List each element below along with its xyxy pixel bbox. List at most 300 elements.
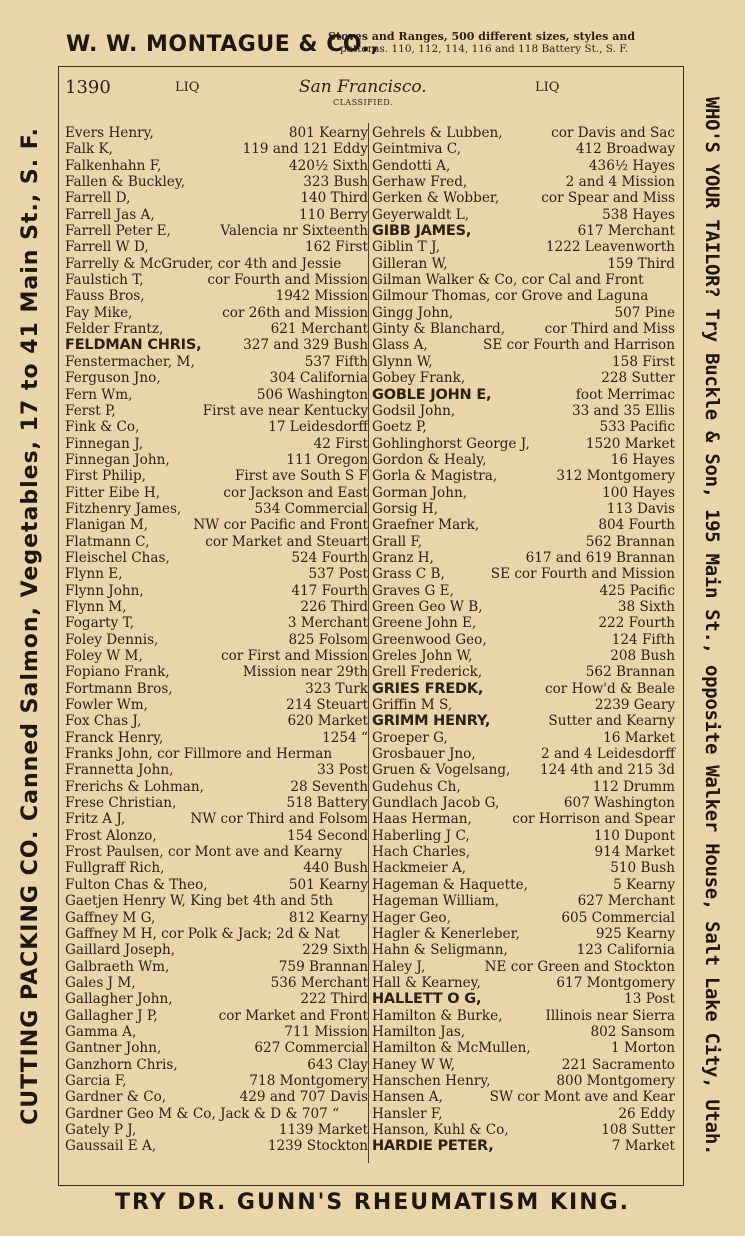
listing-entry [372,811,675,827]
listing-entry [372,1024,675,1040]
listing-address: SW cor Mont ave and Kear [489,1089,675,1106]
listing-entry [372,1089,675,1105]
listing-entry [372,321,675,337]
listing-entry [372,844,675,860]
listing-name: Farrell D, [65,190,131,207]
listing-entry [65,910,368,926]
listing-address: 304 California [269,370,368,387]
listing-address: 759 Brannan [278,958,368,975]
listing-name: Finnegan J, [65,435,144,452]
listing-address: cor First and Mission [220,648,368,664]
listing-name: Gorman John, [372,484,468,501]
listing-entry [65,730,368,746]
listing-entry [372,664,675,680]
listing-address: cor How'd & Beale [544,680,675,697]
listing-name: Gardner Geo M & Co, Jack & D & 707 “ [65,1105,340,1122]
listing-name: Fay Mike, [65,304,133,321]
listing-entry [65,959,368,975]
listing-address: 533 Pacific [599,419,675,436]
listing-entry [372,730,675,746]
listing-entry [65,844,368,860]
listing-entry [65,207,368,223]
listing-entry [372,566,675,582]
listing-name: Griffin M S, [372,697,453,714]
listing-name: Gordon & Healy, [372,451,487,468]
listing-name: Groeper G, [372,729,448,746]
listing-entry [372,828,675,844]
listing-address: 140 Third [300,190,368,207]
listing-address: 627 Commercial [254,1040,368,1057]
listing-entry [372,223,675,239]
listing-address: 506 Washington [256,386,368,403]
listing-entry [372,926,675,942]
listing-address: 124 4th and 215 3d [540,762,675,779]
listing-entry [372,517,675,533]
listing-address: 718 Montgomery [249,1072,368,1089]
listing-entry [372,681,675,697]
left-margin-advertisement [8,66,54,1186]
top-ad-brand: W. W. MONTAGUE & CO., [66,32,380,57]
listing-address: 5 Kearny [613,876,675,893]
listing-address: 537 Fifth [304,353,368,370]
listing-name: Ganzhorn Chris, [65,1056,178,1073]
listing-address: 33 and 35 Ellis [571,402,675,419]
listing-entry [65,256,368,272]
listing-address: SE cor Fourth and Harrison [483,337,675,354]
listing-address: cor 26th and Mission [222,304,368,321]
listing-address: 617 Merchant [577,223,675,240]
listing-entry [65,239,368,255]
listing-name: Hageman William, [372,893,500,910]
listing-name: Farrell Peter E, [65,223,171,240]
listing-name: Fopiano Frank, [65,664,170,681]
right-margin-advertisement [688,66,736,1186]
listing-columns [59,125,683,1175]
listing-address: 562 Brannan [585,533,675,550]
listing-entry [65,893,368,909]
listing-address: 510 Bush [610,860,675,877]
listing-name: Garcia F, [65,1072,127,1089]
listing-name: Fritz A J, [65,811,126,828]
listing-entry [372,632,675,648]
listing-entry [65,141,368,157]
listing-entry [65,370,368,386]
listing-address: cor Fourth and Mission [207,272,368,289]
listing-address: 16 Market [603,729,675,746]
listing-entry [372,599,675,615]
listing-name: Gerhaw Fred, [372,174,468,191]
listing-name: Gorsig H, [372,500,439,517]
listing-entry [372,436,675,452]
listing-name: FELDMAN CHRIS, [65,337,202,354]
listing-name: Fox Chas J, [65,713,142,730]
listing-address: NW cor Pacific and Front [193,517,368,534]
listing-address: 112 Drumm [592,778,675,795]
listing-address: 1239 Stockton [267,1138,368,1155]
listing-address: 1520 Market [585,435,675,452]
listing-name: Gaffney M H, cor Polk & Jack; 2d & Nat [65,925,340,942]
listing-address: 228 Sutter [601,370,675,387]
listing-address: 605 Commercial [561,909,675,926]
listing-entry [372,337,675,353]
listing-entry [65,387,368,403]
listing-name: Greene John E, [372,615,477,632]
listing-address: 607 Washington [563,795,675,812]
listing-name: Haas Herman, [372,811,472,828]
listing-name: GOBLE JOHN E, [372,386,492,403]
listing-name: Godsil John, [372,402,456,419]
listing-entry [65,550,368,566]
listing-name: Greles John W, [372,648,473,664]
listing-entry [65,615,368,631]
listing-name: Gallagher John, [65,991,173,1008]
listing-address: 214 Steuart [286,697,368,714]
listing-entry [65,452,368,468]
listing-entry [65,517,368,533]
listing-entry [372,1106,675,1122]
listing-name: Graves G E, [372,582,454,599]
listing-entry [372,207,675,223]
listing-address: 621 Merchant [270,321,368,338]
listing-entry [372,959,675,975]
listing-name: Gingg John, [372,304,454,321]
listing-address: 162 First [305,239,368,256]
listing-address: First ave near Kentucky [202,402,368,419]
listing-name: Goetz P, [372,419,427,436]
listing-entry [372,174,675,190]
listing-address: 417 Fourth [291,582,368,599]
listing-name: Gaussail E A, [65,1138,157,1155]
listing-name: Gaffney M G, [65,909,156,926]
listing-address: 222 Third [300,991,368,1008]
listing-entry [65,746,368,762]
listing-name: Franks John, cor Fillmore and Herman [65,746,333,763]
listing-entry [372,403,675,419]
listing-entry [372,550,675,566]
listing-name: Gantner John, [65,1040,162,1057]
listing-entry [65,223,368,239]
listing-entry [65,403,368,419]
listing-address: 536 Merchant [270,974,368,991]
listing-entry [65,779,368,795]
listing-address: 124 Fifth [611,631,675,648]
listing-entry [372,779,675,795]
listing-entry [65,795,368,811]
listing-entry [372,697,675,713]
listing-address: 100 Hayes [602,484,675,501]
listing-name: Flanigan M, [65,517,149,534]
listing-address: 800 Montgomery [556,1072,675,1089]
listing-address: 620 Market [287,713,368,730]
listing-name: Falkenhahn F, [65,157,162,174]
listing-address: 436½ Hayes [588,157,675,174]
listing-name: Gilmour Thomas, cor Grove and Laguna [372,288,649,305]
listing-entry [65,583,368,599]
listing-entry [65,321,368,337]
listing-name: Gallagher J P, [65,1007,158,1024]
listing-entry [372,1073,675,1089]
listing-address: 711 Mission [284,1023,368,1040]
listing-entry [65,272,368,288]
listing-name: Gamma A, [65,1023,137,1040]
listing-entry [65,1024,368,1040]
listing-address: 113 Davis [606,500,675,517]
section-label-left: LIQ [175,80,200,95]
listing-entry [372,795,675,811]
listing-entry [65,1008,368,1024]
listing-entry [372,501,675,517]
listing-name: Farrelly & McGruder, cor 4th and Jessie [65,255,342,272]
listing-name: Fink & Co, [65,419,140,436]
listing-address: 33 Post [317,762,368,779]
listing-address: 154 Second [287,827,368,844]
listing-entry [65,664,368,680]
listing-name: Evers Henry, [65,125,154,141]
listing-entry [65,288,368,304]
listing-entry [65,1122,368,1138]
listing-name: Geyerwaldt L, [372,206,470,223]
listing-address: 312 Montgomery [556,468,675,485]
listing-address: SE cor Fourth and Mission [490,566,675,583]
listing-name: Faulstich T, [65,272,144,289]
listing-address: Valencia nr Sixteenth [220,223,368,240]
listing-address: 323 Bush [303,174,368,191]
listing-name: Fowler Wm, [65,697,148,714]
listing-address: 208 Bush [610,648,675,664]
listing-entry [65,158,368,174]
listing-name: Fitzhenry James, [65,500,182,517]
listing-address: 537 Post [308,566,368,583]
listing-address: 429 and 707 Davis [239,1089,368,1106]
listing-name: Fullgraff Rich, [65,860,165,877]
listing-entry [372,468,675,484]
listing-name: Hanson, Kuhl & Co, [372,1121,509,1138]
listing-name: Granz H, [372,549,434,566]
listing-entry [372,141,675,157]
listing-entry [65,485,368,501]
page-number: 1390 [65,77,111,98]
listing-entry [65,436,368,452]
listing-address: 26 Eddy [618,1105,675,1122]
listing-entry [372,256,675,272]
listing-entry [372,1008,675,1024]
listing-address: cor Davis and Sac [551,125,675,141]
listing-address: 501 Kearny [288,876,368,893]
listing-name: Gruen & Vogelsang, [372,762,511,779]
listing-name: Hamilton & Burke, [372,1007,503,1024]
listing-name: Haberling J C, [372,827,470,844]
listing-name: Flatmann C, [65,533,150,550]
listing-name: Hall & Kearney, [372,974,481,991]
listing-name: Gohlinghorst George J, [372,435,530,452]
listing-name: Galbraeth Wm, [65,958,170,975]
listing-entry [372,370,675,386]
listing-entry [65,926,368,942]
listing-address: 1942 Mission [275,288,368,305]
listing-entry [65,354,368,370]
left-column [65,125,368,1155]
listing-address: 226 Third [300,598,368,615]
listing-entry [65,337,368,353]
listing-address: 28 Seventh [290,778,368,795]
listing-address: 1139 Market [278,1121,368,1138]
listing-name: Gendotti A, [372,157,451,174]
listing-address: 412 Broadway [575,141,675,158]
listing-address: First ave South S F [234,468,368,485]
listing-address: 617 and 619 Brannan [525,549,675,566]
listing-name: Hamilton & McMullen, [372,1040,531,1057]
listing-entry [372,1138,675,1154]
listing-entry [372,190,675,206]
listing-name: Hackmeier A, [372,860,467,877]
listing-name: Ferguson Jno, [65,370,161,387]
listing-name: Giblin T J, [372,239,441,256]
listing-name: Grall F, [372,533,423,550]
listing-address: cor Market and Front [218,1007,368,1024]
listing-name: Hamilton Jas, [372,1023,466,1040]
listing-address: cor Spear and Miss [541,190,675,207]
listing-address: 1 Morton [611,1040,675,1057]
listing-address: Illinois near Sierra [545,1007,675,1024]
listing-entry [65,190,368,206]
listing-name: Ferst P, [65,402,116,419]
listing-address: 110 Berry [299,206,368,223]
listing-entry [65,599,368,615]
listing-address: 627 Merchant [577,893,675,910]
listing-name: First Philip, [65,468,147,485]
right-column [372,125,675,1155]
listing-address: 110 Dupont [593,827,675,844]
listing-address: 914 Market [594,844,675,861]
listing-address: 2 and 4 Mission [565,174,675,191]
listing-address: 7 Market [611,1138,675,1155]
listing-name: Fleischel Chas, [65,549,170,566]
listing-address: foot Merrimac [575,386,675,403]
listing-entry [372,991,675,1007]
listing-address: 323 Turk [305,680,368,697]
listing-name: Fulton Chas & Theo, [65,876,208,893]
listing-entry [372,746,675,762]
page-header [59,67,683,107]
listing-address: 925 Kearny [595,925,675,942]
listing-entry [372,125,675,141]
listing-name: Greenwood Geo, [372,631,487,648]
listing-address: 3 Merchant [287,615,368,632]
listing-address: 804 Fourth [598,517,675,534]
listing-entry [65,1089,368,1105]
listing-address: 13 Post [624,991,675,1008]
listing-name: Gundlach Jacob G, [372,795,500,812]
listing-address: 440 Bush [303,860,368,877]
listing-address: NW cor Third and Folsom [190,811,368,828]
listing-address: 538 Hayes [602,206,675,223]
listing-entry [372,583,675,599]
top-ad-line2: patterns. 110, 112, 114, 116 and 118 Battery St., S. F. [340,43,629,55]
listing-name: Hageman & Haquette, [372,876,528,893]
listing-name: Frost Paulsen, cor Mont ave and Kearny [65,844,343,861]
listing-entry [65,534,368,550]
listing-name: Fenstermacher, M, [65,353,195,370]
listing-entry [372,485,675,501]
listing-address: 534 Commercial [254,500,368,517]
listing-address: 617 Montgomery [556,974,675,991]
listing-name: Haley J, [372,958,426,975]
listing-name: Farrell W D, [65,239,149,256]
listing-address: 1254 “ [322,729,368,746]
listing-entry [372,893,675,909]
listing-name: Gardner & Co, [65,1089,167,1106]
page-title: San Francisco. [299,77,427,97]
listing-entry [65,305,368,321]
listing-address: 229 Sixth [302,942,368,959]
listing-name: Falk K, [65,141,113,158]
listing-address: cor Market and Steuart [205,533,368,550]
listing-name: Hach Charles, [372,844,471,861]
listing-name: Gerken & Wobber, [372,190,500,207]
listing-name: Frerichs & Lohman, [65,778,204,795]
listing-name: Fogarty T, [65,615,135,632]
listing-name: Glass A, [372,337,428,354]
listing-address: cor Third and Miss [544,321,675,338]
listing-address: 108 Sutter [601,1121,675,1138]
listing-name: Gately P J, [65,1121,137,1138]
listing-entry [65,1106,368,1122]
listing-address: 812 Kearny [288,909,368,926]
listing-address: 16 Hayes [610,451,675,468]
listing-entry [372,272,675,288]
listing-name: HALLETT O G, [372,991,482,1008]
listing-address: 518 Battery [286,795,368,812]
listing-entry [65,174,368,190]
listing-name: Flynn John, [65,582,144,599]
listing-name: Grosbauer Jno, [372,746,476,763]
listing-entry [65,632,368,648]
listing-entry [372,1122,675,1138]
listing-entry [65,942,368,958]
listing-name: Green Geo W B, [372,598,483,615]
listing-entry [372,910,675,926]
listing-name: Franck Henry, [65,729,164,746]
listing-address: 222 Fourth [598,615,675,632]
listing-entry [372,354,675,370]
listing-name: Fortmann Bros, [65,680,173,697]
listing-name: Grass C B, [372,566,445,583]
listing-address: 524 Fourth [291,549,368,566]
listing-name: HARDIE PETER, [372,1138,494,1155]
listing-address: 327 and 329 Bush [243,337,368,354]
listing-name: Frost Alonzo, [65,827,157,844]
listing-entry [65,762,368,778]
listing-entry [372,1040,675,1056]
listing-entry [372,288,675,304]
listing-name: Frannetta John, [65,762,174,779]
listing-name: Fallen & Buckley, [65,174,186,191]
listing-name: Graefner Mark, [372,517,480,534]
listing-entry [372,239,675,255]
listing-entry [65,648,368,664]
listing-entry [65,991,368,1007]
listing-address: 562 Brannan [585,664,675,681]
listing-entry [65,125,368,141]
listing-name: Finnegan John, [65,451,170,468]
listing-entry [65,1073,368,1089]
listing-name: Flynn E, [65,566,123,583]
listing-name: Hansen A, [372,1089,443,1106]
listing-name: Gaillard Joseph, [65,942,176,959]
listing-name: Flynn M, [65,598,127,615]
listing-address: 1222 Leavenworth [545,239,675,256]
listing-entry [372,713,675,729]
